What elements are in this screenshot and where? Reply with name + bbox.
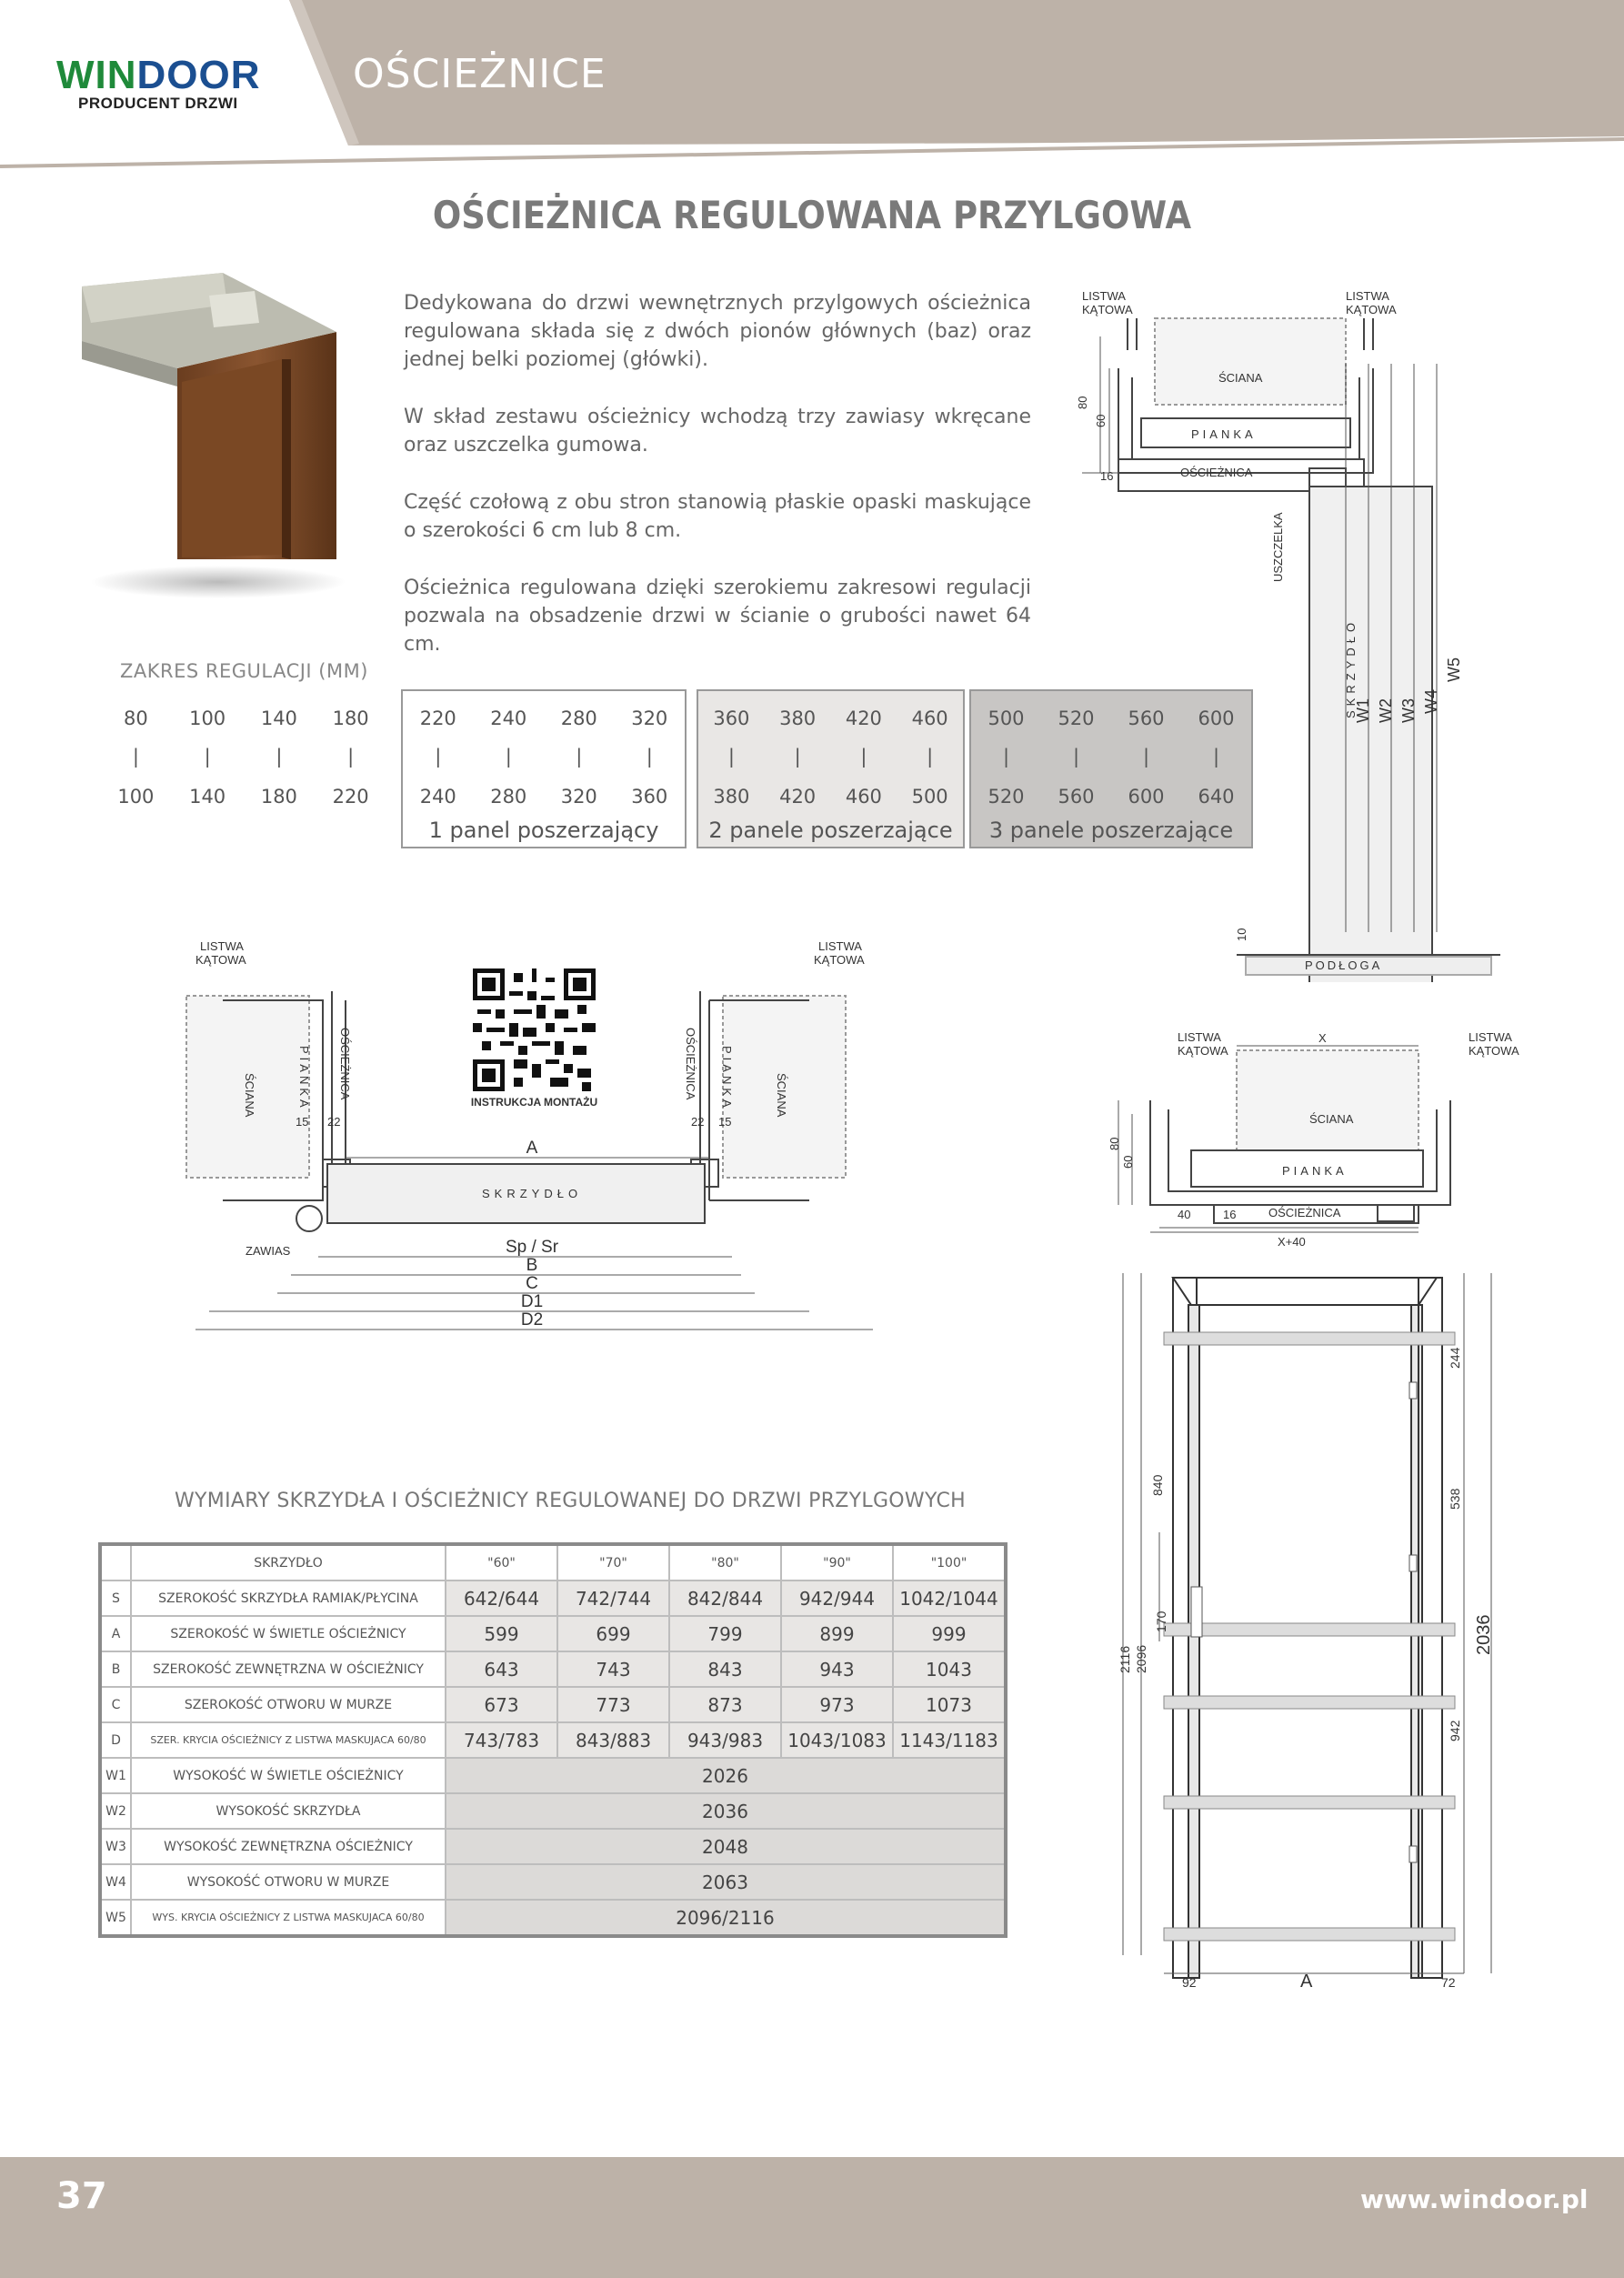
table-cell: 999 xyxy=(893,1616,1006,1651)
label-oscieznica: OŚCIEŻNICA xyxy=(684,1028,697,1100)
range-to: 320 xyxy=(560,786,597,808)
row-code: B xyxy=(100,1651,131,1687)
table-cell: 743/783 xyxy=(446,1722,557,1758)
range-from: 500 xyxy=(987,707,1025,729)
table-header-size: "80" xyxy=(669,1544,781,1581)
label-katowa: KĄTOWA xyxy=(1178,1044,1228,1058)
dim-22: 22 xyxy=(327,1115,341,1129)
dim-40: 40 xyxy=(1178,1208,1191,1221)
dim-22: 22 xyxy=(691,1115,705,1129)
range-to: 420 xyxy=(779,786,817,808)
table-cell: 1073 xyxy=(893,1687,1006,1722)
table-cell: 773 xyxy=(557,1687,669,1722)
table-cell: 743 xyxy=(557,1651,669,1687)
table-header-label: SKRZYDŁO xyxy=(131,1544,446,1581)
row-code: A xyxy=(100,1616,131,1651)
range-from: 360 xyxy=(713,707,750,729)
regulation-title: ZAKRES REGULACJI (MM) xyxy=(120,660,368,682)
dim-16: 16 xyxy=(1223,1208,1237,1221)
table-cell: 1143/1183 xyxy=(893,1722,1006,1758)
dim-2116: 2116 xyxy=(1118,1645,1132,1673)
table-row xyxy=(100,1864,1006,1900)
table-cell: 2096/2116 xyxy=(446,1900,1006,1936)
table-cell xyxy=(100,1544,131,1581)
table-cell: 2063 xyxy=(446,1864,1006,1900)
regulation-group xyxy=(401,689,687,848)
table-cell: 842/844 xyxy=(669,1581,781,1616)
dim-80: 80 xyxy=(1076,396,1089,409)
row-code: C xyxy=(100,1687,131,1722)
dim-244: 244 xyxy=(1448,1347,1462,1369)
range-separator: | xyxy=(132,746,139,768)
row-description: SZEROKOŚĆ W ŚWIETLE OŚCIEŻNICY xyxy=(131,1616,446,1651)
label-sciana: ŚCIANA xyxy=(243,1073,256,1118)
description-paragraph: Część czołową z obu stron stanowią płaskie opaski maskujące o szerokości 6 cm lub 8 cm. xyxy=(404,491,1031,542)
table-cell: 1043/1083 xyxy=(781,1722,893,1758)
label-sciana: ŚCIANA xyxy=(775,1073,788,1118)
label-listwa: LISTWA xyxy=(1346,289,1389,303)
table-row xyxy=(100,1758,1006,1793)
dim-15: 15 xyxy=(296,1115,309,1129)
range-separator: | xyxy=(1142,746,1150,768)
range-separator: | xyxy=(347,746,355,768)
row-description: WYS. KRYCIA OŚCIEŻNICY Z LISTWA MASKUJACA 60/80 xyxy=(131,1900,446,1936)
range-from: 520 xyxy=(1058,707,1095,729)
range-separator: | xyxy=(1072,746,1080,768)
table-cell: 899 xyxy=(781,1616,893,1651)
label-listwa: LISTWA xyxy=(1469,1030,1512,1044)
label-katowa: KĄTOWA xyxy=(1082,303,1133,316)
label-katowa: KĄTOWA xyxy=(195,953,246,967)
table-row xyxy=(100,1651,1006,1687)
range-to: 180 xyxy=(260,786,297,808)
page-number: 37 xyxy=(56,2175,107,2217)
label-zawias: ZAWIAS xyxy=(246,1244,291,1258)
table-cell: 2026 xyxy=(446,1758,1006,1793)
description xyxy=(404,289,1031,687)
table-header-size: "90" xyxy=(781,1544,893,1581)
range-from: 560 xyxy=(1128,707,1165,729)
row-description: SZEROKOŚĆ SKRZYDŁA RAMIAK/PŁYCINA xyxy=(131,1581,446,1616)
dim-16: 16 xyxy=(1100,469,1114,483)
dim-840: 840 xyxy=(1150,1474,1165,1496)
table-header-size: "100" xyxy=(893,1544,1006,1581)
qr-caption: INSTRUKCJA MONTAŻU xyxy=(470,1096,598,1109)
row-code: W5 xyxy=(100,1900,131,1936)
dim-2036: 2036 xyxy=(1474,1614,1494,1655)
label-sciana: ŚCIANA xyxy=(1218,371,1263,385)
dim-sp: Sp / Sr xyxy=(505,1238,559,1257)
row-code: W4 xyxy=(100,1864,131,1900)
table-cell: 742/744 xyxy=(557,1581,669,1616)
range-from: 80 xyxy=(124,707,148,729)
dim-x: X xyxy=(1318,1031,1327,1045)
row-code: W2 xyxy=(100,1793,131,1829)
range-separator: | xyxy=(860,746,867,768)
label-pianka: PIANKA xyxy=(1282,1164,1348,1178)
label-katowa: KĄTOWA xyxy=(1469,1044,1519,1058)
range-separator: | xyxy=(646,746,653,768)
dim-w2: W2 xyxy=(1377,698,1395,723)
table-cell: 699 xyxy=(557,1616,669,1651)
row-description: WYSOKOŚĆ W ŚWIETLE OŚCIEŻNICY xyxy=(131,1758,446,1793)
label-listwa: LISTWA xyxy=(1082,289,1126,303)
dim-w4: W4 xyxy=(1422,689,1440,714)
dim-d1: D1 xyxy=(520,1292,544,1311)
range-from: 220 xyxy=(419,707,456,729)
range-from: 320 xyxy=(631,707,668,729)
dim-72: 72 xyxy=(1441,1975,1456,1987)
label-listwa: LISTWA xyxy=(200,939,244,953)
dim-w3: W3 xyxy=(1399,698,1418,723)
table-cell: 2048 xyxy=(446,1829,1006,1864)
table-cell: 973 xyxy=(781,1687,893,1722)
row-code: W1 xyxy=(100,1758,131,1793)
range-to: 220 xyxy=(332,786,369,808)
range-separator: | xyxy=(505,746,512,768)
range-separator: | xyxy=(435,746,442,768)
website-link[interactable]: www.windoor.pl xyxy=(1360,2184,1589,2214)
dim-10: 10 xyxy=(1235,928,1248,941)
logo: WINDOOR xyxy=(56,53,261,97)
table-row xyxy=(100,1616,1006,1651)
range-from: 140 xyxy=(260,707,297,729)
range-from: 600 xyxy=(1198,707,1235,729)
table-row xyxy=(100,1687,1006,1722)
range-to: 560 xyxy=(1058,786,1095,808)
qr-code-icon xyxy=(473,968,596,1091)
table-header-size: "60" xyxy=(446,1544,557,1581)
description-paragraph: Dedykowana do drzwi wewnętrznych przylgowych ościeżnica regulowana składa się z dwóch pionów głównych (baz) oraz jednej belki poziomej (główki). xyxy=(404,292,1031,371)
table-cell: 2036 xyxy=(446,1793,1006,1829)
label-sciana: ŚCIANA xyxy=(1309,1112,1354,1126)
table-header-row xyxy=(100,1544,1006,1581)
range-separator: | xyxy=(204,746,211,768)
range-to: 380 xyxy=(713,786,750,808)
range-group-label: 1 panel poszerzający xyxy=(428,818,659,843)
table-row xyxy=(100,1829,1006,1864)
label-pianka: PIANKA xyxy=(720,1046,734,1111)
table-cell: 873 xyxy=(669,1687,781,1722)
table-cell: 1042/1044 xyxy=(893,1581,1006,1616)
range-from: 280 xyxy=(560,707,597,729)
table-cell: 643 xyxy=(446,1651,557,1687)
range-separator: | xyxy=(727,746,735,768)
range-from: 460 xyxy=(911,707,948,729)
table-cell: 843/883 xyxy=(557,1722,669,1758)
range-separator: | xyxy=(1002,746,1010,768)
label-listwa: LISTWA xyxy=(1178,1030,1221,1044)
table-cell: 943 xyxy=(781,1651,893,1687)
range-to: 240 xyxy=(419,786,456,808)
dim-c: C xyxy=(526,1274,538,1293)
dim-60: 60 xyxy=(1121,1155,1135,1169)
row-code: W3 xyxy=(100,1829,131,1864)
range-from: 420 xyxy=(845,707,882,729)
label-katowa: KĄTOWA xyxy=(814,953,865,967)
row-code: D xyxy=(100,1722,131,1758)
label-skrzydlo: SKRZYDŁO xyxy=(482,1187,583,1200)
range-to: 100 xyxy=(117,786,155,808)
dimensions-table xyxy=(98,1542,1007,1938)
frame-photo xyxy=(73,268,346,605)
range-from: 380 xyxy=(779,707,817,729)
regulation-group xyxy=(100,689,386,848)
range-separator: | xyxy=(1212,746,1220,768)
dim-942: 942 xyxy=(1448,1720,1462,1741)
label-skrzydlo: SKRZYDŁO xyxy=(1344,617,1358,718)
dim-d2: D2 xyxy=(520,1310,544,1330)
label-oscieznica: OŚCIEŻNICA xyxy=(1268,1206,1341,1219)
table-title: WYMIARY SKRZYDŁA I OŚCIEŻNICY REGULOWANEJ DO DRZWI PRZYLGOWYCH xyxy=(175,1490,967,1512)
dim-w5: W5 xyxy=(1445,657,1463,682)
label-listwa: LISTWA xyxy=(818,939,862,953)
row-description: WYSOKOŚĆ SKRZYDŁA xyxy=(131,1793,446,1829)
range-separator: | xyxy=(794,746,801,768)
table-cell: 1043 xyxy=(893,1651,1006,1687)
table-cell: 942/944 xyxy=(781,1581,893,1616)
label-pianka: PIANKA xyxy=(297,1046,311,1111)
row-description: SZER. KRYCIA OŚCIEŻNICY Z LISTWA MASKUJACA 60/80 xyxy=(131,1722,446,1758)
table-cell: 642/644 xyxy=(446,1581,557,1616)
logo-subtitle: PRODUCENT DRZWI xyxy=(78,95,238,112)
label-podloga: PODŁOGA xyxy=(1305,958,1383,972)
row-description: WYSOKOŚĆ OTWORU W MURZE xyxy=(131,1864,446,1900)
table-cell: 599 xyxy=(446,1616,557,1651)
range-to: 600 xyxy=(1128,786,1165,808)
table-cell: 673 xyxy=(446,1687,557,1722)
range-to: 500 xyxy=(911,786,948,808)
range-group-label: 3 panele poszerzające xyxy=(988,818,1234,843)
dim-80: 80 xyxy=(1108,1137,1121,1150)
page-title: OŚCIEŻNICA REGULOWANA PRZYLGOWA xyxy=(432,193,1192,237)
row-description: SZEROKOŚĆ ZEWNĘTRZNA W OŚCIEŻNICY xyxy=(131,1651,446,1687)
table-row xyxy=(100,1581,1006,1616)
table-row xyxy=(100,1793,1006,1829)
range-separator: | xyxy=(927,746,934,768)
dim-15: 15 xyxy=(718,1115,732,1129)
dim-60: 60 xyxy=(1094,414,1108,427)
label-uszczelka: USZCZELKA xyxy=(1271,512,1285,582)
section-title: OŚCIEŻNICE xyxy=(353,51,606,97)
range-from: 240 xyxy=(490,707,527,729)
label-oscieznica: OŚCIEŻNICA xyxy=(1180,466,1253,479)
range-separator: | xyxy=(276,746,283,768)
range-separator: | xyxy=(576,746,583,768)
table-row xyxy=(100,1900,1006,1936)
vertical-section-diagram xyxy=(1064,282,1537,982)
frame-detail-diagram xyxy=(1105,1028,1541,1246)
range-to: 140 xyxy=(189,786,226,808)
label-pianka: PIANKA xyxy=(1191,427,1257,441)
row-description: WYSOKOŚĆ ZEWNĘTRZNA OŚCIEŻNICY xyxy=(131,1829,446,1864)
row-description: SZEROKOŚĆ OTWORU W MURZE xyxy=(131,1687,446,1722)
table-header-size: "70" xyxy=(557,1544,669,1581)
footer-band xyxy=(0,2157,1624,2278)
range-to: 280 xyxy=(490,786,527,808)
dim-a: A xyxy=(1300,1972,1313,1987)
label-oscieznica: OŚCIEŻNICA xyxy=(338,1028,352,1100)
dim-2096: 2096 xyxy=(1134,1644,1148,1673)
dim-w1: W1 xyxy=(1354,698,1372,723)
range-to: 640 xyxy=(1198,786,1235,808)
range-to: 520 xyxy=(987,786,1025,808)
range-group-label: 2 panele poszerzające xyxy=(708,818,953,843)
dim-x40: X+40 xyxy=(1278,1235,1306,1246)
range-from: 100 xyxy=(189,707,226,729)
description-paragraph: W skład zestawu ościeżnicy wchodzą trzy zawiasy wkręcane oraz uszczelka gumowa. xyxy=(404,406,1031,457)
range-to: 360 xyxy=(631,786,668,808)
description-paragraph: Ościeżnica regulowana dzięki szerokiemu zakresowi regulacji pozwala na obsadzenie drzwi w ścianie o grubości nawet 64 cm. xyxy=(404,577,1031,656)
table-cell: 843 xyxy=(669,1651,781,1687)
table-row xyxy=(100,1722,1006,1758)
frame-elevation-diagram xyxy=(1100,1259,1537,1987)
dim-92: 92 xyxy=(1182,1975,1197,1987)
range-to: 460 xyxy=(845,786,882,808)
dim-b: B xyxy=(526,1256,538,1275)
range-from: 180 xyxy=(332,707,369,729)
dim-170: 170 xyxy=(1154,1611,1168,1632)
dim-a: A xyxy=(526,1139,538,1158)
row-code: S xyxy=(100,1581,131,1616)
table-cell: 943/983 xyxy=(669,1722,781,1758)
label-katowa: KĄTOWA xyxy=(1346,303,1397,316)
table-cell: 799 xyxy=(669,1616,781,1651)
regulation-group xyxy=(697,689,965,848)
dim-538: 538 xyxy=(1448,1488,1462,1510)
